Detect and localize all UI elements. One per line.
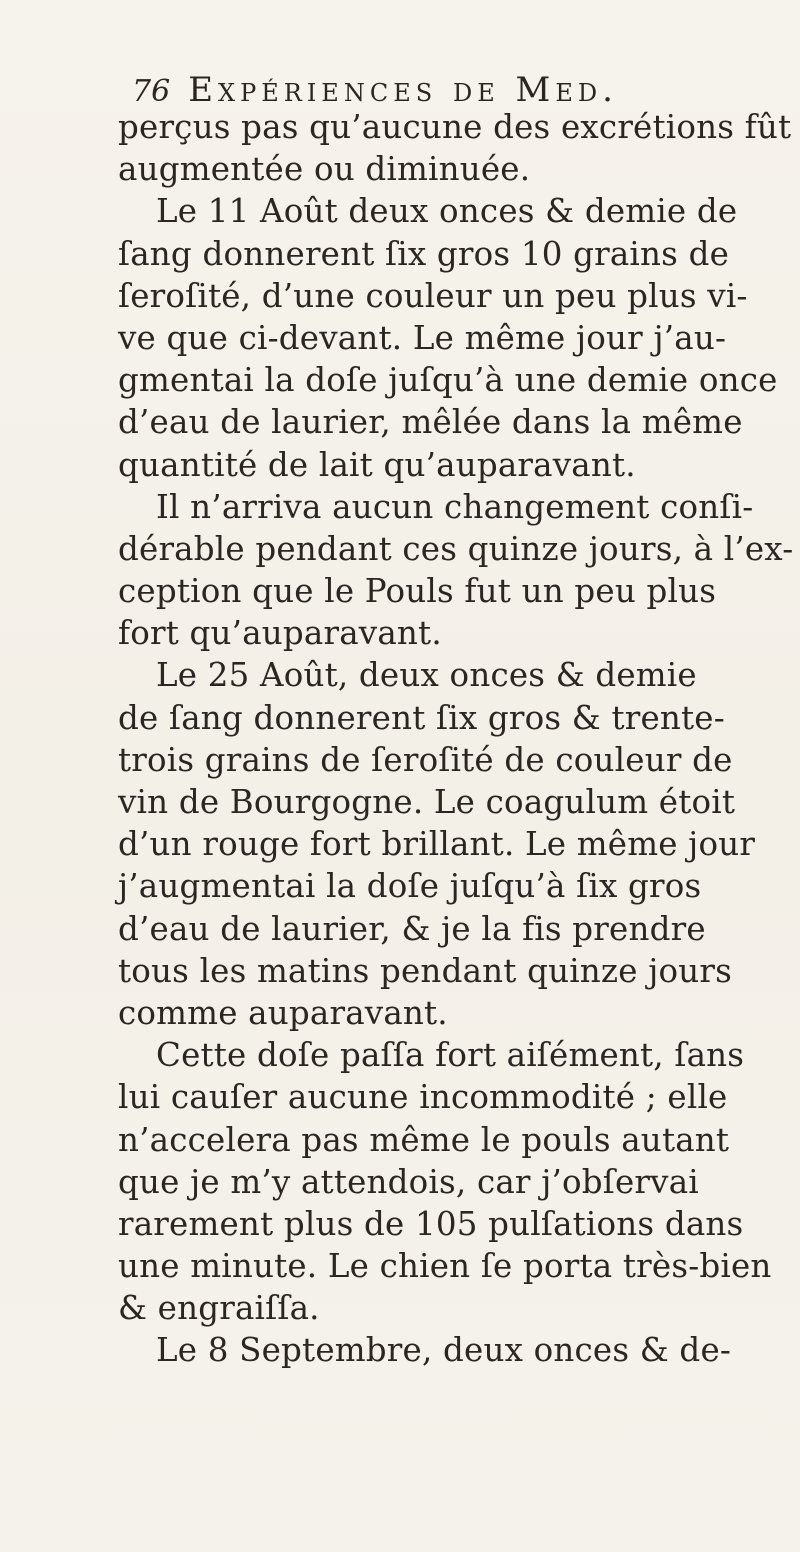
text-line: perçus pas qu’aucune des excrétions fût: [118, 108, 792, 146]
text-line: j’augmentai la doſe juſqu’à ſix gros: [118, 867, 702, 906]
text-line: ſang donnerent ſix gros 10 grains de: [118, 234, 730, 273]
text-line: ve que ci-devant. Le même jour j’au-: [118, 318, 727, 357]
text-line: ſeroſité, d’une couleur un peu plus vi-: [118, 276, 748, 315]
text-line: d’eau de laurier, mêlée dans la même: [118, 403, 743, 442]
text-line: comme auparavant.: [118, 993, 448, 1032]
text-line: Le 11 Août deux onces & demie de: [156, 192, 738, 231]
text-line: rarement plus de 105 pulſations dans: [118, 1204, 744, 1243]
text-line: & engraiſſa.: [118, 1289, 320, 1328]
text-line: fort qu’auparavant.: [118, 614, 442, 653]
text-line: n’accelera pas même le pouls autant: [118, 1120, 730, 1159]
text-line: gmentai la doſe juſqu’à une demie once: [118, 361, 778, 400]
text-line: de ſang donnerent ſix gros & trente-: [118, 698, 725, 737]
page-number: 76: [132, 74, 171, 109]
text-line: augmentée ou diminuée.: [118, 150, 531, 189]
text-line: Cette doſe paſſa fort aiſément, ſans: [156, 1036, 745, 1075]
text-line: trois grains de ſeroſité de couleur de: [118, 740, 733, 779]
text-line: lui cauſer aucune incommodité ; elle: [118, 1078, 728, 1117]
text-line: Le 8 Septembre, deux onces & de-: [156, 1331, 732, 1370]
text-line: vin de Bourgogne. Le coagulum étoit: [118, 783, 736, 821]
text-line: dérable pendant ces quinze jours, à l’ex-: [118, 529, 794, 568]
text-line: que je m’y attendois, car j’obſervai: [118, 1162, 699, 1201]
text-line: d’eau de laurier, & je la fis prendre: [118, 909, 706, 948]
running-title: Expériences de Med.: [188, 70, 618, 110]
text-line: d’un rouge fort brillant. Le même jour: [118, 825, 756, 864]
text-line: Il n’arriva aucun changement conſi-: [156, 487, 754, 526]
text-line: tous les matins pendant quinze jours: [118, 951, 733, 990]
text-line: ception que le Pouls fut un peu plus: [118, 572, 717, 611]
text-line: quantité de lait qu’auparavant.: [118, 445, 636, 484]
text-line: Le 25 Août, deux onces & demie: [156, 656, 697, 695]
body-text: [118, 106, 794, 1372]
text-line: une minute. Le chien ſe porta très-bien: [118, 1247, 772, 1286]
